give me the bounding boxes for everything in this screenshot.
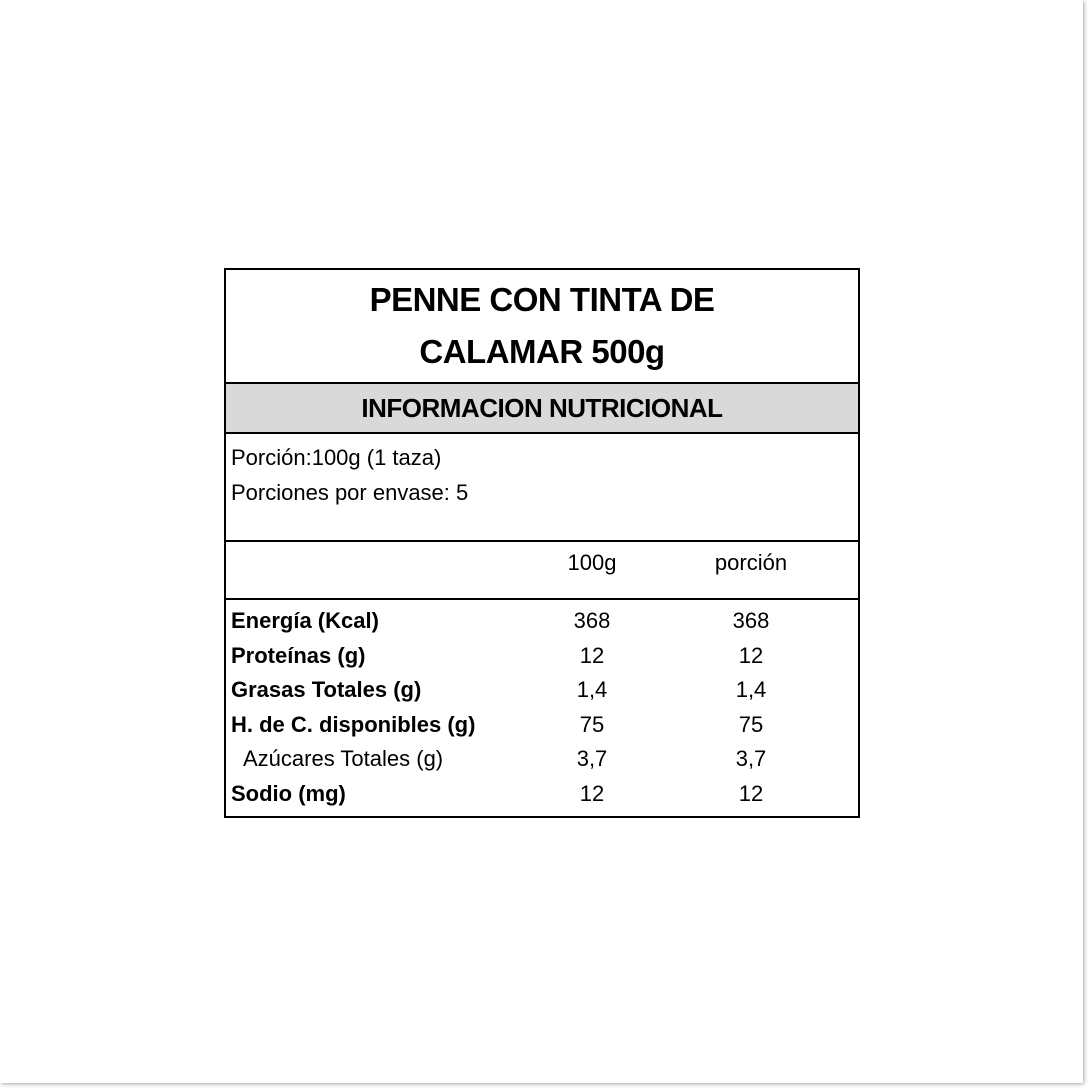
table-row <box>226 639 858 674</box>
servings-per-container: Porciones por envase: 5 <box>231 480 469 505</box>
nutrient-table <box>226 600 858 818</box>
nutrient-name: Grasas Totales (g) <box>231 677 422 703</box>
serving-info <box>226 434 858 542</box>
nutrient-value-portion: 368 <box>732 608 770 633</box>
serving-size: Porción:100g (1 taza) <box>231 445 442 470</box>
nutrient-value-portion: 1,4 <box>735 677 767 703</box>
table-row <box>226 708 858 743</box>
product-title <box>226 270 858 384</box>
product-title-line-2: CALAMAR 500g <box>419 333 665 370</box>
section-header: INFORMACION NUTRICIONAL <box>226 384 858 434</box>
nutrient-name: Azúcares Totales (g) <box>243 746 444 772</box>
nutrient-value-100g: 368 <box>573 608 611 633</box>
nutrient-value-100g: 12 <box>579 780 605 806</box>
column-header-portion: porción <box>714 550 788 575</box>
column-header-100g: 100g <box>567 550 617 575</box>
table-row <box>226 742 858 777</box>
nutrient-value-portion: 12 <box>738 642 764 668</box>
nutrient-value-100g: 12 <box>579 642 605 668</box>
nutrient-name: Proteínas (g) <box>231 642 366 668</box>
nutrient-name: H. de C. disponibles (g) <box>231 711 476 737</box>
nutrient-value-portion: 75 <box>738 711 764 737</box>
nutrient-value-100g: 75 <box>579 711 605 737</box>
table-row <box>226 673 858 708</box>
nutrient-value-100g: 3,7 <box>576 746 608 772</box>
nutrient-value-portion: 3,7 <box>735 746 767 772</box>
nutrient-value-100g: 1,4 <box>576 677 608 703</box>
table-row <box>226 604 858 639</box>
nutrient-value-portion: 12 <box>738 780 764 806</box>
nutrient-name: Sodio (mg) <box>231 780 346 806</box>
nutrition-label <box>224 268 860 818</box>
column-headers <box>226 542 858 600</box>
product-title-line-1: PENNE CON TINTA DE <box>369 281 715 318</box>
table-row <box>226 777 858 812</box>
nutrient-name: Energía (Kcal) <box>231 608 379 633</box>
